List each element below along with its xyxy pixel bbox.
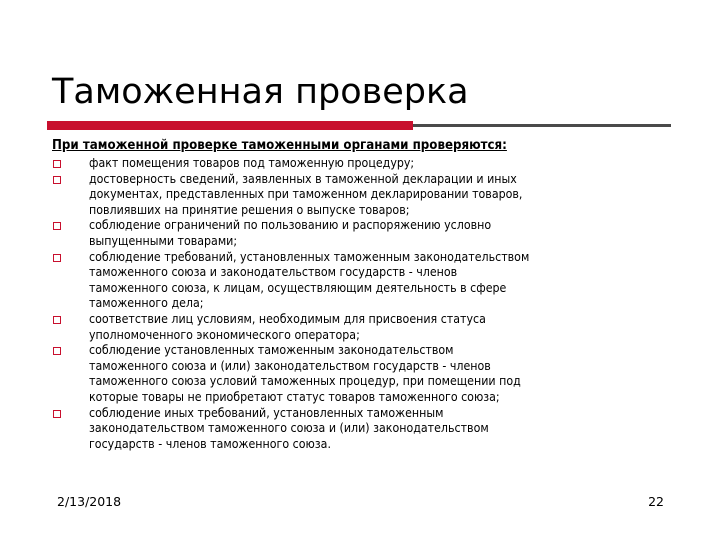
bullet-text: соблюдение установленных таможенным законодательством таможенного союза и (или) законодательством государств - членов таможенного союза условий таможенных процедур, при помещении под которые товары не приобретают статус товаров таможенного союза; xyxy=(89,343,521,404)
bullet-text: факт помещения товаров под таможенную процедуру; xyxy=(89,156,415,170)
square-bullet-icon xyxy=(53,347,61,355)
square-bullet-icon xyxy=(53,254,61,262)
footer-date: 2/13/2018 xyxy=(57,494,122,509)
footer-page-number: 22 xyxy=(648,494,664,509)
bullet-text: соблюдение требований, установленных таможенным законодательством таможенного союза и законодательством государств - членов таможенного союза, к лицам, осуществляющим деятельность в сфере таможенного дела; xyxy=(89,249,530,311)
bullet-text: соблюдение иных требований, установленных таможенным законодательством таможенного союза и (или) законодательством государств - членов таможенного союза. xyxy=(89,405,489,451)
square-bullet-icon xyxy=(53,410,61,418)
bullet-item xyxy=(52,343,682,405)
bullet-item xyxy=(52,406,682,453)
bullet-item xyxy=(52,156,682,172)
bullet-item xyxy=(52,172,682,219)
slide-title: Таможенная проверка xyxy=(52,72,469,112)
title-accent-bar xyxy=(47,121,413,130)
bullet-text: соблюдение ограничений по пользованию и распоряжению условно выпущенными товарами; xyxy=(89,218,492,248)
square-bullet-icon xyxy=(53,176,61,184)
slide-body xyxy=(52,137,682,452)
bullet-item xyxy=(52,250,682,312)
square-bullet-icon xyxy=(53,316,61,324)
bullet-text: достоверность сведений, заявленных в таможенной декларации и иных документах, представленных при таможенном декларировании товаров, повлиявших на принятие решения о выпуске товаров; xyxy=(89,171,523,217)
square-bullet-icon xyxy=(53,222,61,230)
bullet-item xyxy=(52,312,682,343)
bullet-list xyxy=(52,156,682,452)
bullet-text: соответствие лиц условиям, необходимым для присвоения статуса уполномоченного экономического оператора; xyxy=(89,311,486,342)
square-bullet-icon xyxy=(53,160,61,168)
bullet-item xyxy=(52,218,682,249)
intro-heading: При таможенной проверке таможенными органами проверяются: xyxy=(52,138,507,153)
